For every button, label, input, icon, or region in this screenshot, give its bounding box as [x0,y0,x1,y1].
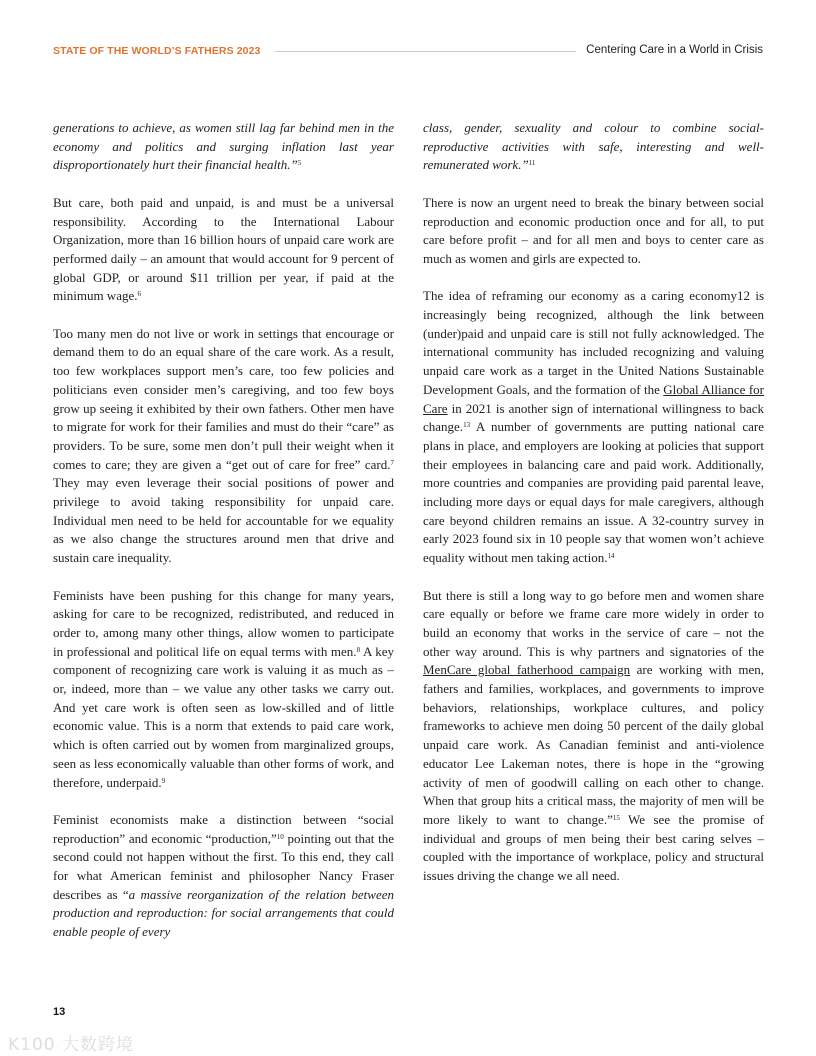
publication-title: STATE OF THE WORLD’S FATHERS 2023 [53,45,261,57]
body-text: Feminist economists make a distinction between “social reproduction” and economic “production,” [53,811,394,846]
italic-quote-text: class, gender, sexuality and colour to combine social-reproductive activities with safe, interesting and well-remunerated work.” [423,120,764,173]
footnote-ref: 14 [607,552,615,561]
footnote-ref: 15 [612,813,620,822]
body-text: There is now an urgent need to break the binary between social reproduction and economic production once and for all, to put care before profit – and for all men and boys to center care as much as women and girls are expected to. [423,194,764,266]
footnote-ref: 13 [463,421,471,430]
right-column [423,119,764,904]
paragraph [53,119,394,175]
italic-quote-text: a massive reorganization of the relation between production and reproduction: for social arrangements that could enable people of every [53,886,395,940]
watermark-logo: K100 大数跨境 [8,1035,134,1055]
footnote-ref: 7 [390,458,394,467]
paragraph [53,194,394,306]
body-text: A key component of recognizing care work is valuing it as much as – or, indeed, more than – we value any other tasks we carry out. And yet care work is often seen as low-skilled and of little economic value. This is a norm that extends to paid care work, which is often carried out by women from marginalized groups, seen as less economically valuable than other forms of work, and therefore, underpaid. [53,643,394,790]
paragraph [53,811,394,942]
paragraph [423,287,764,568]
header-divider [275,51,576,52]
body-text: We see the promise of individual and groups of men being their best caring selves – coupled with the importance of workplace, policy and structural issues driving the change we all need. [423,811,764,884]
hyperlink[interactable]: MenCare global fatherhood campaign [423,662,631,678]
body-text: in 2021 is another sign of international willingness to back change. [423,400,764,435]
body-text: Too many men do not live or work in settings that encourage or demand them to do an equal share of the care work. As a result, too few workplaces support men’s care, too few policies and politicians even consider men’s caregiving, and too few boys grow up seeing it exhibited by their own fathers. Other men have to migrate for work for their families and must do their “care” as providers. To be sure, some men don’t pull their weight when it comes to care; they are given a “get out of care for free” card. [53,325,394,472]
footnote-ref: 10 [276,832,284,841]
footnote-ref: 6 [137,290,141,299]
footnote-ref: 11 [528,159,536,168]
hyperlink[interactable]: Global Alliance for Care [423,381,764,416]
body-text: The idea of reframing our economy as a caring economy12 is increasingly being recognized, although the link between (under)paid and unpaid care is still not fully acknowledged. The international community has included recognizing and valuing unpaid care work as a target in the United Nations Sustainable Development Goals, and the formation of the [423,288,764,397]
body-text: Feminists have been pushing for this change for many years, asking for care to be recognized, redistributed, and reduced in order to, among many other things, allow women to participate in professional and political life on equal terms with men. [53,587,394,659]
body-text: They may even leverage their social positions of power and privilege to avoid taking responsibility for unpaid care. Individual men need to be held for accountable for we equality as we also change the structures around men that drive and sustain care inequality. [53,475,394,566]
left-column [53,119,394,961]
paragraph [423,119,764,175]
paragraph [423,587,764,886]
footnote-ref: 9 [161,776,166,785]
paragraph [423,194,764,269]
italic-quote-text: generations to achieve, as women still lag far behind men in the economy and politics and surging inflation last year disproportionately hurt their financial health.” [53,120,394,173]
body-text: But there is still a long way to go before men and women share care equally or before we frame care more widely in order to build an economy that works in the service of care – not the other way around. This is why partners and signatories of the [423,587,764,659]
section-title: Centering Care in a World in Crisis [586,44,763,56]
paragraph [53,587,394,793]
body-text: pointing out that the second could not happen without the first. To this end, they call for what American feminist and philosopher Nancy Fraser describes as “ [53,830,394,902]
footnote-ref: 8 [356,645,361,654]
footnote-ref: 5 [297,159,302,168]
paragraph [53,325,394,568]
page-number: 13 [53,1006,66,1018]
body-text: are working with men, fathers and families, workplaces, and governments to improve behaviors, relationships, workplace cultures, and policy frameworks to achieve men doing 50 percent of the daily global unpaid care work. As Canadian feminist and anti-violence educator Lee Lakeman notes, there is hope in the “growing activity of men of goodwill calling on each other to change. When that group hits a critical mass, the majority of men will be more likely to want to change.” [423,662,764,827]
body-text: A number of governments are putting national care plans in place, and employers are looking at policies that support their employees in balancing care and paid work. Additionally, more countries and companies are providing paid parental leave, including more days or equal days for male caregivers, although care beyond children remains an issue. A 32-country survey in early 2023 found six in 10 people say that women won’t achieve equality without men taking action. [423,419,764,566]
body-text: But care, both paid and unpaid, is and must be a universal responsibility. According to the International Labour Organization, more than 16 billion hours of unpaid care work are performed daily – an amount that would account for 9 percent of global GDP, or around $11 trillion per year, if paid at the minimum wage. [53,194,394,304]
